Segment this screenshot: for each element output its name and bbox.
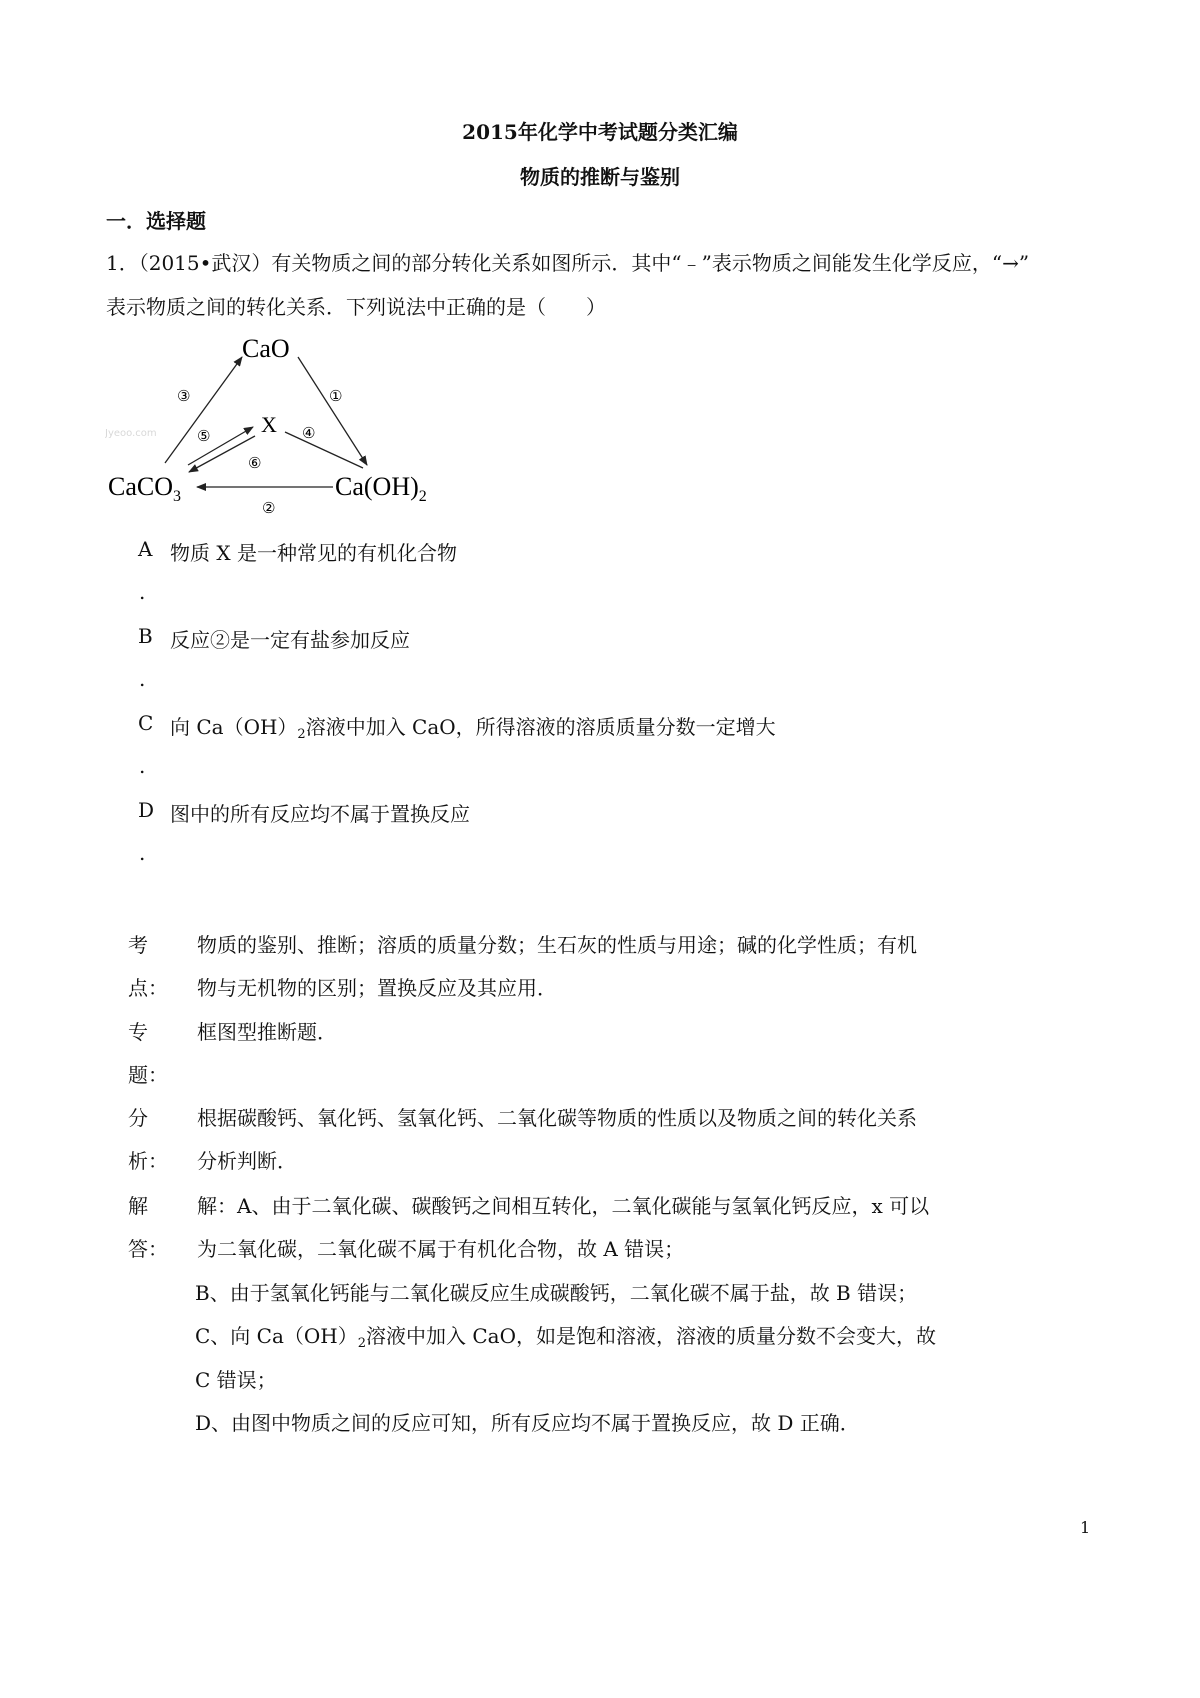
question-line-1: 1．（2015•武汉）有关物质之间的部分转化关系如图所示．其中“﹣”表示物质之间能发生化学反应，“→”	[106, 251, 1030, 275]
option-a-dot: .	[139, 580, 146, 604]
section-heading: 一．选择题	[106, 209, 206, 233]
fenxi-label-2: 析：	[128, 1149, 168, 1173]
document-subtitle: 物质的推断与鉴别	[520, 165, 680, 189]
jieda-text-6: D、由图中物质之间的反应可知，所有反应均不属于置换反应，故 D 正确．	[195, 1411, 860, 1435]
node-cao: CaO	[242, 335, 290, 363]
jieda-label-2: 答：	[128, 1237, 168, 1261]
arrow-1	[298, 357, 367, 465]
kaodian-label-2: 点：	[128, 976, 168, 1000]
reaction-label-1: ①	[329, 387, 343, 405]
option-c-text-b: 溶液中加入 CaO，所得溶液的溶质质量分数一定增大	[305, 715, 776, 739]
jieda-text-2: 为二氧化碳，二氧化碳不属于有机化合物，故 A 错误；	[197, 1237, 685, 1261]
kaodian-text-1: 物质的鉴别、推断；溶质的质量分数；生石灰的性质与用途；碱的化学性质；有机	[197, 933, 917, 957]
document-title: 2015年化学中考试题分类汇编	[462, 120, 738, 144]
node-x: X	[261, 412, 277, 437]
jieda-text-4	[195, 1320, 936, 1351]
jieda-text-4b: 溶液中加入 CaO，如是饱和溶液，溶液的质量分数不会变大，故	[366, 1324, 936, 1348]
jieda-text-4a: C、向 Ca（OH）	[195, 1324, 358, 1348]
jieda-text-5: C 错误；	[195, 1368, 277, 1392]
fenxi-text-1: 根据碳酸钙、氧化钙、氢氧化钙、二氧化碳等物质的性质以及物质之间的转化关系	[197, 1106, 917, 1130]
option-c-text-a: 向 Ca（OH）	[170, 715, 298, 739]
option-b-text: 反应②是一定有盐参加反应	[170, 628, 410, 652]
page-number: 1	[1080, 1518, 1091, 1537]
option-c-text	[170, 711, 776, 742]
option-c-dot: .	[139, 754, 146, 778]
jieda-text-1: 解：A、由于二氧化碳、碳酸钙之间相互转化，二氧化碳能与氢氧化钙反应，x 可以	[197, 1194, 930, 1218]
option-a-text: 物质 X 是一种常见的有机化合物	[170, 541, 457, 565]
fenxi-label-1: 分	[128, 1106, 148, 1130]
zhuanti-text-1: 框图型推断题．	[197, 1020, 337, 1044]
option-d-text: 图中的所有反应均不属于置换反应	[170, 802, 470, 826]
reaction-label-6: ⑥	[248, 454, 262, 472]
jieda-label-1: 解	[128, 1194, 148, 1218]
option-c-letter: C	[138, 711, 154, 735]
kaodian-label-1: 考	[128, 933, 148, 957]
node-caoh2-sub: 2	[418, 488, 427, 505]
reaction-label-5: ⑤	[197, 427, 211, 445]
option-b-letter: B	[138, 624, 153, 648]
jieda-text-4-sub: 2	[357, 1336, 367, 1351]
option-a-letter: A	[138, 537, 153, 561]
jieda-text-3: B、由于氢氧化钙能与二氧化碳反应生成碳酸钙，二氧化碳不属于盐，故 B 错误；	[195, 1281, 918, 1305]
line-4	[285, 432, 363, 468]
reaction-label-3: ③	[177, 387, 191, 405]
option-d-letter: D	[138, 798, 155, 822]
node-caco3-sub: 3	[173, 488, 181, 505]
reaction-label-4: ④	[302, 424, 316, 442]
option-b-dot: .	[139, 667, 146, 691]
conversion-diagram	[105, 335, 455, 550]
zhuanti-label-1: 专	[128, 1020, 148, 1044]
node-caco3	[108, 472, 181, 505]
node-caco3-main: CaCO	[108, 472, 173, 501]
option-d-dot: .	[139, 841, 146, 865]
kaodian-text-2: 物与无机物的区别；置换反应及其应用．	[197, 976, 557, 1000]
question-line-2: 表示物质之间的转化关系．下列说法中正确的是（ ）	[106, 295, 606, 319]
watermark: Jyeoo.com	[105, 428, 157, 439]
reaction-label-2: ②	[262, 499, 276, 517]
node-caoh2-main: Ca(OH)	[335, 472, 419, 501]
option-c-text-sub: 2	[297, 727, 306, 742]
arrow-3	[165, 357, 242, 463]
zhuanti-label-2: 题：	[128, 1063, 168, 1087]
node-caoh2	[335, 472, 427, 505]
fenxi-text-2: 分析判断．	[197, 1149, 297, 1173]
